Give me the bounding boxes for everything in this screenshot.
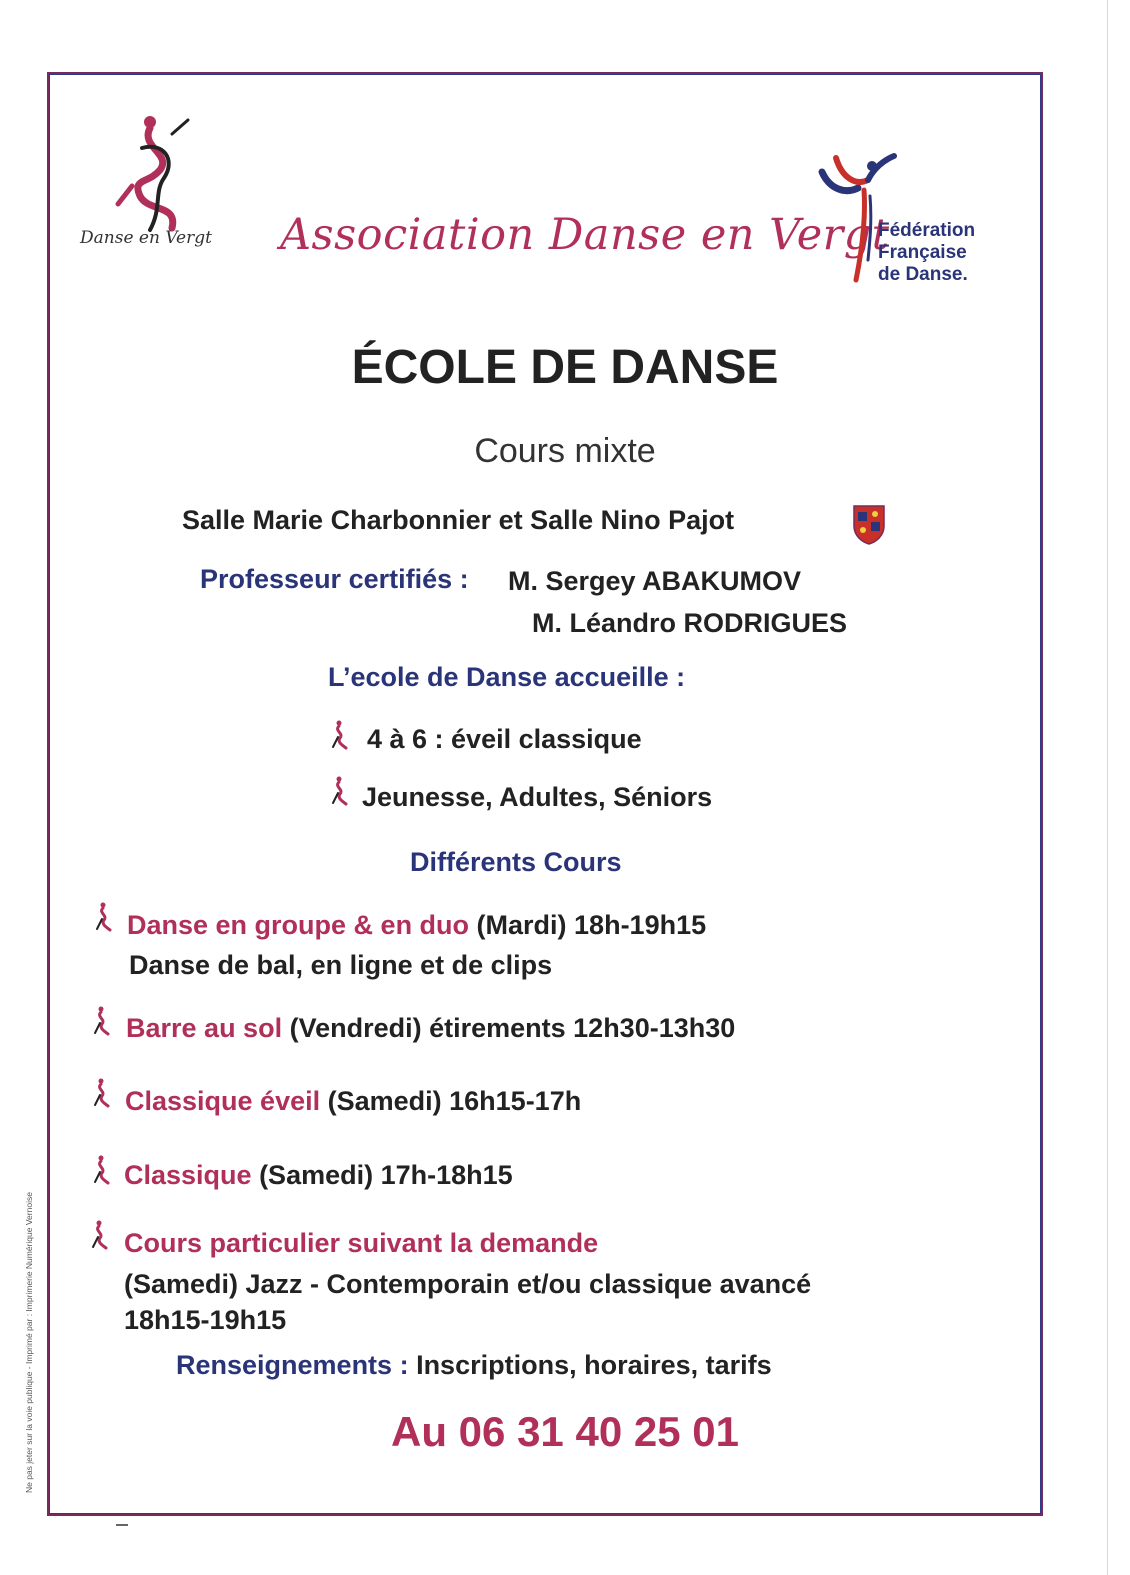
professors-label: Professeur certifiés : [200,564,469,594]
courses-heading: Différents Cours [410,847,622,877]
course-detail-4: (Samedi) 17h-18h15 [251,1160,513,1190]
course-name-1: Danse en groupe & en duo [127,910,470,940]
course-detail-1: (Mardi) 18h-19h15 [469,910,707,940]
course-name-4: Classique [124,1160,252,1190]
welcome-item-2: Jeunesse, Adultes, Séniors [362,782,713,812]
welcome-heading: L’ecole de Danse accueille : [328,662,686,692]
phone-number: Au 06 31 40 25 01 [391,1408,739,1455]
federation-logo-text [878,220,975,286]
course-extra-1: Danse de bal, en ligne et de clips [129,950,553,980]
welcome-item-1: 4 à 6 : éveil classique [367,724,642,754]
professor-name-2: M. Léandro RODRIGUES [532,608,848,638]
course-item-4 [124,1160,513,1191]
dancer-bullet-icon [92,1155,114,1185]
course-detail-2: (Vendredi) étirements 12h30-13h30 [282,1013,736,1043]
course-item-5 [124,1228,598,1259]
page-title: ÉCOLE DE DANSE [351,341,779,394]
dancer-bullet-icon [92,1078,114,1108]
info-label: Renseignements : [176,1350,409,1380]
info-line [176,1350,772,1381]
federation-line-1: Fédération [878,220,976,241]
dancer-bullet-icon [92,1006,114,1036]
course-extra-5: (Samedi) Jazz - Contemporain et/ou classique avancé [124,1269,812,1299]
scan-mark [116,1524,128,1526]
left-logo-text: Danse en Vergt [80,228,212,248]
dancer-bullet-icon [94,902,116,932]
federation-line-2: Française [878,242,967,263]
dancer-bullet-icon [330,720,352,750]
course-name-5: Cours particulier suivant la demande [124,1228,599,1258]
course-item-2 [126,1013,735,1044]
association-title: Association Danse en Vergt [280,210,890,260]
course-extra2-5: 18h15-19h15 [124,1305,287,1335]
scan-edge-line [1107,0,1108,1575]
dancer-bullet-icon [90,1220,112,1250]
side-legal-note: Ne pas jeter sur la voie publique - Imprimé par : Imprimerie Numérique Vernoise [24,1192,34,1493]
federation-line-3: de Danse. [878,264,968,285]
course-name-2: Barre au sol [126,1013,283,1043]
town-crest-icon [852,502,886,546]
course-item-3 [125,1086,581,1117]
page-subtitle: Cours mixte [474,432,656,470]
info-text: Inscriptions, horaires, tarifs [408,1350,772,1380]
course-item-1 [127,910,706,941]
course-detail-3: (Samedi) 16h15-17h [320,1086,582,1116]
professor-name-1: M. Sergey ABAKUMOV [508,566,802,596]
dancer-bullet-icon [330,776,352,806]
course-name-3: Classique éveil [125,1086,321,1116]
venue-text: Salle Marie Charbonnier et Salle Nino Pajot [182,505,735,535]
